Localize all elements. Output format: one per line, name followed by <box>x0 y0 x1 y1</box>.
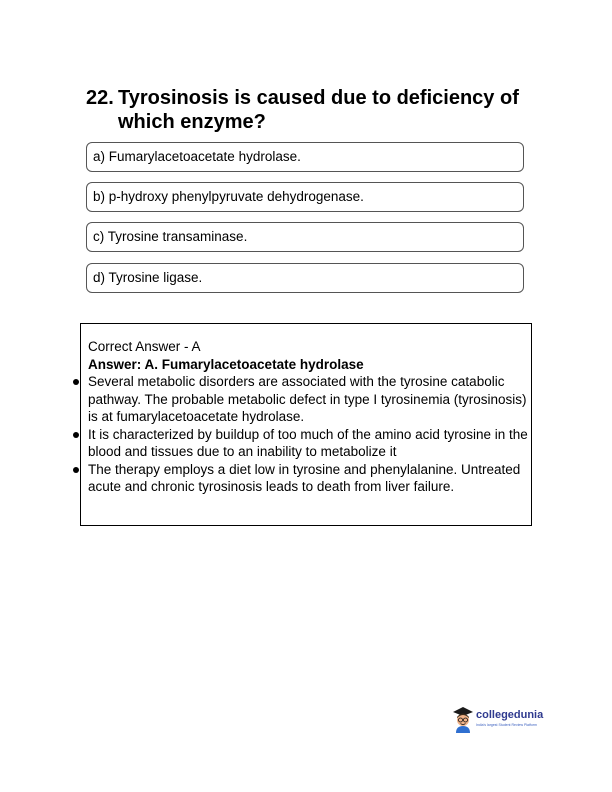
bullet-text: It is characterized by buildup of too much of the amino acid tyrosine in the blood and tissues due to an inability to metabolize it <box>88 426 528 459</box>
question <box>86 86 546 134</box>
answer-heading: Answer: A. Fumarylacetoacetate hydrolase <box>88 356 364 372</box>
answer-box <box>80 323 532 526</box>
logo-tagline: India's largest Student Review Platform <box>476 723 537 727</box>
mascot-icon <box>452 705 474 733</box>
option-c[interactable]: c) Tyrosine transaminase. <box>86 222 524 252</box>
correct-answer-line: Correct Answer - A <box>88 339 201 354</box>
answer-bullet <box>88 426 528 461</box>
bullet-dot-icon <box>73 467 79 473</box>
bullet-dot-icon <box>73 379 79 385</box>
question-text: Tyrosinosis is caused due to deficiency of which enzyme? <box>118 87 519 133</box>
bullet-dot-icon <box>73 432 79 438</box>
logo-brand: collegedunia <box>476 709 544 721</box>
option-d[interactable]: d) Tyrosine ligase. <box>86 263 524 293</box>
bullet-text: Several metabolic disorders are associated with the tyrosine catabolic pathway. The probable metabolic defect in type I tyrosinemia (tyrosinosis) is at fumarylacetoacetate hydrolase. <box>88 374 527 424</box>
collegedunia-logo <box>452 705 562 735</box>
option-b[interactable]: b) p-hydroxy phenylpyruvate dehydrogenase. <box>86 182 524 212</box>
answer-bullet <box>88 373 528 426</box>
answer-bullet <box>88 461 528 496</box>
bullet-text: The therapy employs a diet low in tyrosine and phenylalanine. Untreated acute and chronic tyrosinosis leads to death from liver failure. <box>88 461 521 494</box>
option-a[interactable]: a) Fumarylacetoacetate hydrolase. <box>86 142 524 172</box>
question-number: 22. <box>86 87 114 109</box>
